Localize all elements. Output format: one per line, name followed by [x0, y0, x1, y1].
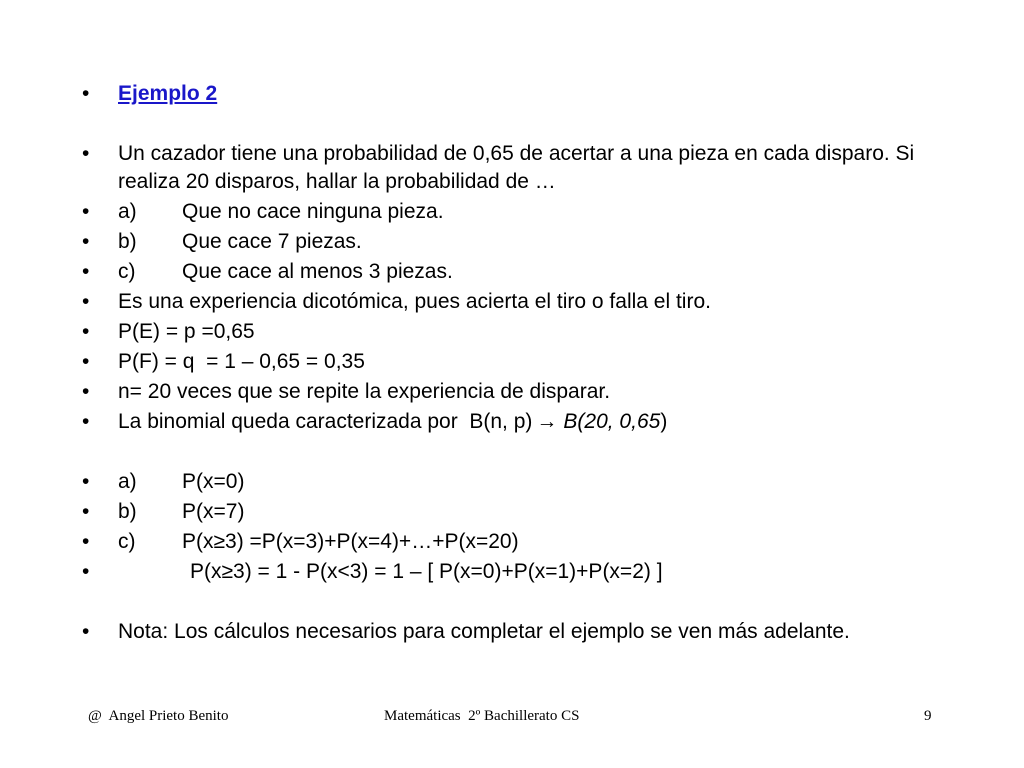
question-label: c): [118, 260, 136, 283]
bullet-icon: •: [82, 142, 90, 165]
bullet-question-b: [78, 228, 978, 256]
example-title: Ejemplo 2: [118, 82, 218, 105]
dicotomica-text: Es una experiencia dicotómica, pues acierta el tiro o falla el tiro.: [118, 290, 711, 313]
solution-label: b): [118, 500, 137, 523]
question-text: Que cace 7 piezas.: [182, 230, 362, 253]
bullet-icon: •: [82, 350, 90, 373]
bullet-pe: [78, 318, 978, 346]
pf-formula: P(F) = q = 1 – 0,65 = 0,35: [118, 350, 365, 373]
solution-text: P(x≥3) =P(x=3)+P(x=4)+…+P(x=20): [182, 530, 519, 553]
bullet-icon: •: [82, 470, 90, 493]
bullet-icon: •: [82, 410, 90, 433]
solution-label: c): [118, 530, 136, 553]
n-text: n= 20 veces que se repite la experiencia de disparar.: [118, 380, 611, 403]
bullet-icon: •: [82, 380, 90, 403]
bullet-solution-a: [78, 468, 978, 496]
slide-content: [78, 80, 978, 648]
question-label: a): [118, 200, 137, 223]
question-text: Que no cace ninguna pieza.: [182, 200, 444, 223]
question-label: b): [118, 230, 137, 253]
bullet-icon: •: [82, 530, 90, 553]
bullet-icon: •: [82, 500, 90, 523]
bullet-icon: •: [82, 82, 90, 105]
bullet-binomial: [78, 408, 978, 436]
binomial-text: La binomial queda caracterizada por B(n, p): [118, 410, 533, 433]
bullet-icon: •: [82, 320, 90, 343]
bullet-icon: •: [82, 260, 90, 283]
bullet-solution-b: [78, 498, 978, 526]
bullet-dicotomica: [78, 288, 978, 316]
pe-formula: P(E) = p =0,65: [118, 320, 255, 343]
solution-c2-text: P(x≥3) = 1 - P(x<3) = 1 – [ P(x=0)+P(x=1)+P(x=2) ]: [190, 560, 663, 583]
bullet-title: [78, 80, 978, 108]
solution-text: P(x=0): [182, 470, 245, 493]
solution-label: a): [118, 470, 137, 493]
bullet-pf: [78, 348, 978, 376]
bullet-question-c: [78, 258, 978, 286]
bullet-icon: •: [82, 290, 90, 313]
bullet-question-a: [78, 198, 978, 226]
bullet-solution-c2: [78, 558, 978, 586]
nota-text: Nota: Los cálculos necesarios para completar el ejemplo se ven más adelante.: [118, 620, 850, 643]
bullet-icon: •: [82, 560, 90, 583]
bullet-icon: •: [82, 200, 90, 223]
footer-course: Matemáticas 2º Bachillerato CS: [384, 708, 580, 724]
question-text: Que cace al menos 3 piezas.: [182, 260, 453, 283]
intro-text: Un cazador tiene una probabilidad de 0,65 de acertar a una pieza en cada disparo. Si realiza 20 disparos, hallar la probabilidad de …: [118, 142, 915, 193]
bullet-icon: •: [82, 230, 90, 253]
bullet-nota: [78, 618, 978, 646]
bullet-n: [78, 378, 978, 406]
footer: [0, 708, 1024, 730]
binomial-result: B(20, 0,65: [563, 410, 661, 433]
bullet-icon: •: [82, 620, 90, 643]
solution-text: P(x=7): [182, 500, 245, 523]
bullet-solution-c: [78, 528, 978, 556]
page-number: 9: [924, 708, 932, 724]
arrow-right-icon: →: [536, 410, 558, 433]
footer-author: @ Angel Prieto Benito: [88, 708, 229, 724]
binomial-close: ): [660, 410, 668, 433]
bullet-intro: [78, 140, 978, 196]
